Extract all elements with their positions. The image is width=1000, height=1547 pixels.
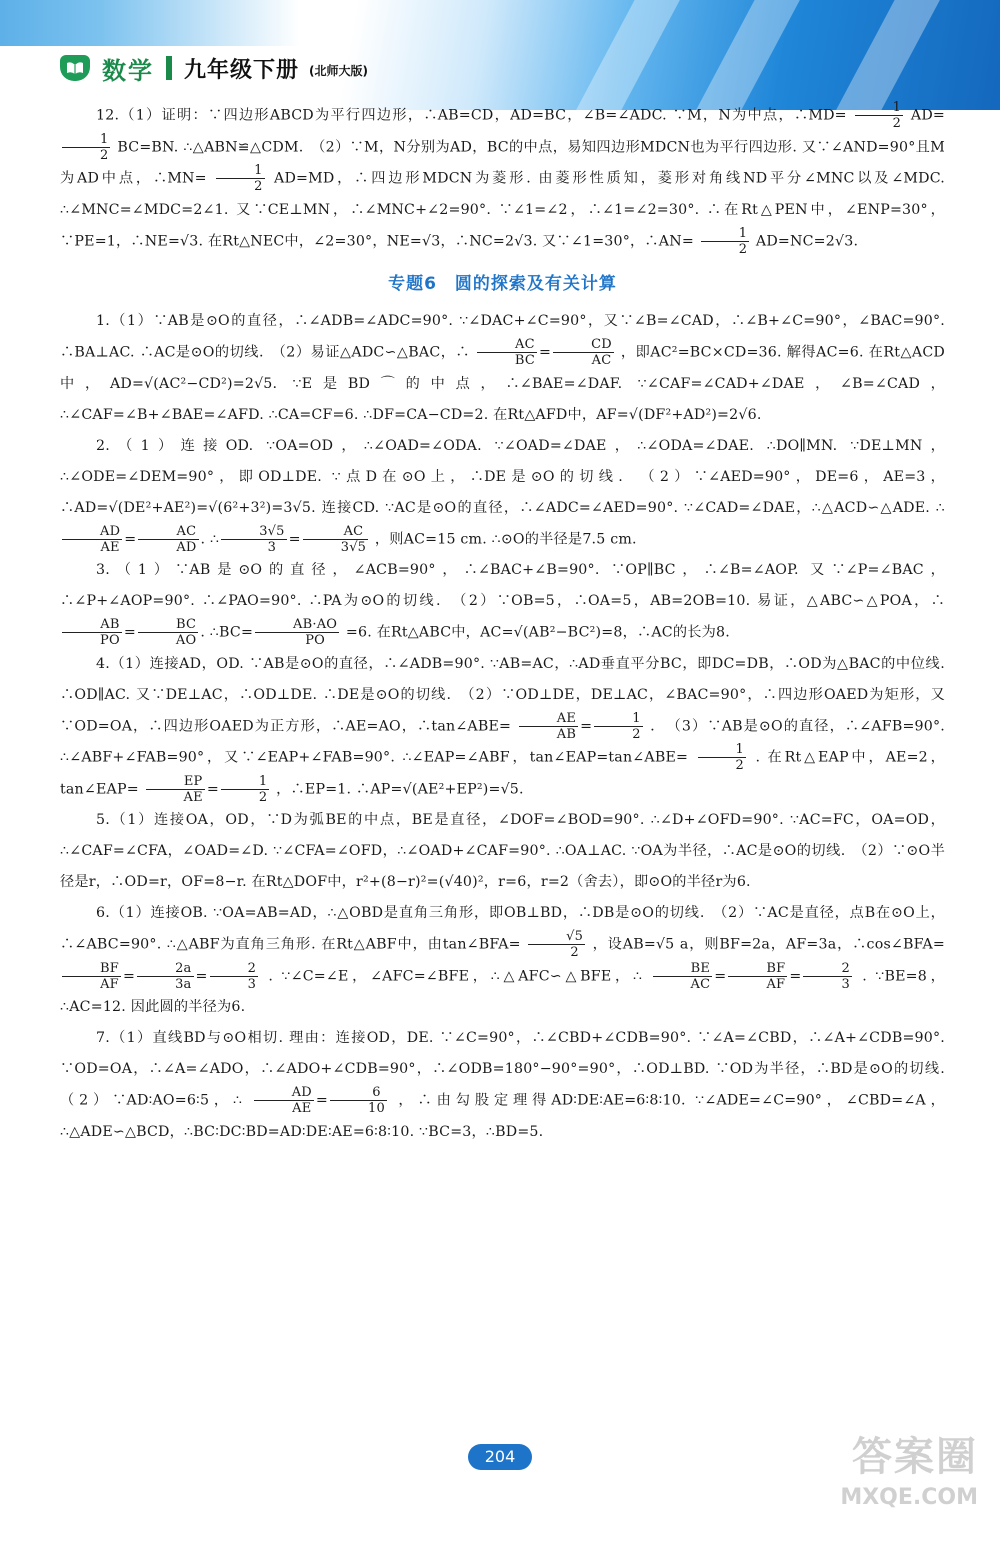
fraction: $\frac{AC}{BC}$ xyxy=(477,337,537,368)
answer-content xyxy=(60,100,960,1148)
fraction: $\frac{1}{2}$ xyxy=(698,742,746,773)
fraction: $\frac{AC}{3√5}$ xyxy=(303,524,368,555)
header-divider xyxy=(166,56,172,80)
book-leaf-icon xyxy=(60,55,90,81)
answer-6: 6.（1）连接OB. ∵OA=AB=AD，∴△OBD是直角三角形，即OB⊥BD，∴DB是⊙O的切线. （2）∵AC是直径，点B在⊙O上，∴∠ABC=90°. ∴△ABF为直角三角形. 在Rt△ABF中，由tan∠BFA= $\frac{√5}{2}$ ，设AB=√5 a，则BF=2a，AF=3a，∴cos∠BFA= $\frac{BF}{AF}$ = $\frac{2a}{3a}$ = $\frac{2}{3}$ . ∵∠C=∠E，∠AFC=∠BFE，∴△AFC∽△BFE，∴ $\frac{BE}{AC}$ = $\frac{BF}{AF}$ = $\frac{2}{3}$ . ∵BE=8，∴AC=12. 因此圆的半径为6. xyxy=(60,905,945,1015)
fraction: $\frac{BF}{AF}$ xyxy=(728,961,787,992)
answer-2: 2.（1）连接OD. ∵OA=OD，∴∠OAD=∠ODA. ∵∠OAD=∠DAE，∴∠ODA=∠DAE. ∴DO∥MN. ∵DE⊥MN，∴∠ODE=∠DEM=90°，即OD⊥DE. ∵点D在⊙O上，∴DE是⊙O的切线. （2）∵∠AED=90°，DE=6，AE=3，∴AD=√(DE²+AE²)=√(6²+3²)=3√5. 连接CD. ∵AC是⊙O的直径，∴∠ADC=∠AED=90°. ∵∠CAD=∠DAE，∴△ACD∽△ADE. ∴ $\frac{AD}{AE}$ = $\frac{AC}{AD}$ . ∴ $\frac{3√5}{3}$ = $\frac{AC}{3√5}$ ，则AC=15 cm. ∴⊙O的半径是7.5 cm. xyxy=(60,437,945,555)
fraction: $\frac{2}{3}$ xyxy=(210,961,258,992)
answer-1: 1.（1）∵AB是⊙O的直径，∴∠ADB=∠ADC=90°. ∵∠DAC+∠C=90°，又∵∠B=∠CAD，∴∠B+∠C=90°，∠BAC=90°. ∴BA⊥AC. ∴AC是⊙O的切线. （2）易证△ADC∽△BAC，∴ $\frac{AC}{BC}$ = $\frac{CD}{AC}$ ，即AC²=BC×CD=36. 解得AC=6. 在Rt△ACD中，AD=√(AC²−CD²)=2√5. ∵E是BD⌒的中点，∴∠BAE=∠DAF. ∵∠CAF=∠CAD+∠DAE，∠B=∠CAD，∴∠CAF=∠B+∠BAE=∠AFD. ∴CA=CF=6. ∴DF=CA−CD=2. 在Rt△AFD中，AF=√(DF²+AD²)=2√6. xyxy=(60,313,945,423)
fraction: $\frac{2}{3}$ xyxy=(803,961,851,992)
fraction: $\frac{1}{2}$ xyxy=(594,711,642,742)
page-header xyxy=(60,50,368,86)
fraction: $\frac{AB\cdot AO}{PO}$ xyxy=(255,617,339,648)
page-number: 204 xyxy=(468,1444,532,1470)
fraction: $\frac{CD}{AC}$ xyxy=(553,337,614,368)
fraction: $\frac{AE}{AB}$ xyxy=(519,711,578,742)
grade-title: 九年级下册 xyxy=(184,57,300,83)
fraction: $\frac{1}{2}$ xyxy=(62,132,110,163)
fraction: $\frac{√5}{2}$ xyxy=(528,929,585,960)
subject-title: 数学 xyxy=(102,56,154,85)
answer-4: 4.（1）连接AD，OD. ∵AB是⊙O的直径，∴∠ADB=90°. ∵AB=AC，∴AD垂直平分BC，即DC=DB，∴OD为△BAC的中位线. ∴OD∥AC. 又∵DE⊥AC，∴OD⊥DE. ∴DE是⊙O的切线. （2）∵OD⊥DE，DE⊥AC，∠BAC=90°，∴四边形OAED为矩形，又∵OD=OA，∴四边形OAED为正方形，∴AE=AO，∴tan∠ABE= $\frac{AE}{AB}$ = $\frac{1}{2}$ ． （3）∵AB是⊙O的直径，∴∠AFB=90°. ∴∠ABF+∠FAB=90°，又∵∠EAP+∠FAB=90°. ∴∠EAP=∠ABF，tan∠EAP=tan∠ABE= $\frac{1}{2}$ . 在Rt△EAP中，AE=2，tan∠EAP= $\frac{EP}{AE}$ = $\frac{1}{2}$ ，∴EP=1. ∴AP=√(AE²+EP²)=√5. xyxy=(60,655,945,805)
answer-12: 12.（1）证明：∵四边形ABCD为平行四边形，∴AB=CD，AD=BC，∠B=∠ADC. ∵M，N为中点，∴MD= $\frac{1}{2}$ AD= $\frac{1}{2}$ BC=BN. ∴△ABN≌△CDM. （2）∵M，N分别为AD，BC的中点，易知四边形MDCN也为平行四边形. 又∵∠AND=90°且M为AD中点，∴MN= $\frac{1}{2}$ AD=MD，∴四边形MDCN为菱形. 由菱形性质知，菱形对角线ND平分∠MNC以及∠MDC. ∴∠MNC=∠MDC=2∠1. 又∵CE⊥MN，∴∠MNC+∠2=90°. ∵∠1=∠2，∴∠1=∠2=30°. ∴在Rt△PEN中，∠ENP=30°，∵PE=1，∴NE=√3. 在Rt△NEC中，∠2=30°，NE=√3，∴NC=2√3. 又∵∠1=30°，∴AN= $\frac{1}{2}$ AD=NC=2√3. xyxy=(60,100,945,257)
fraction: $\frac{BE}{AC}$ xyxy=(653,961,713,992)
section-title: 专题6 圆的探索及有关计算 xyxy=(388,274,617,294)
fraction: $\frac{EP}{AE}$ xyxy=(146,774,205,805)
fraction: $\frac{AD}{AE}$ xyxy=(254,1085,314,1116)
fraction: $\frac{1}{2}$ xyxy=(701,226,749,257)
fraction: $\frac{AC}{AD}$ xyxy=(138,524,198,555)
answer-7: 7.（1）直线BD与⊙O相切. 理由：连接OD，DE. ∵∠C=90°，∴∠CBD+∠CDB=90°. ∵∠A=∠CBD，∴∠A+∠CDB=90°. ∵OD=OA，∴∠A=∠ADO，∴∠ADO+∠CDB=90°，∴∠ODB=180°−90°=90°，∴OD⊥BD. ∵OD为半径，∴BD是⊙O的切线. （2）∵AD∶AO=6∶5，∴ $\frac{AD}{AE}$ = $\frac{6}{10}$ ，∴由勾股定理得AD∶DE∶AE=6∶8∶10. ∵∠ADE=∠C=90°，∠CBD=∠A，∴△ADE∽△BCD，∴BC∶DC∶BD=AD∶DE∶AE=6∶8∶10. ∵BC=3，∴BD=5. xyxy=(60,1030,960,1140)
fraction: $\frac{1}{2}$ xyxy=(855,100,903,131)
fraction: $\frac{1}{2}$ xyxy=(221,774,269,805)
fraction: $\frac{1}{2}$ xyxy=(216,163,264,194)
fraction: $\frac{BC}{AO}$ xyxy=(138,617,198,648)
fraction: $\frac{2a}{3a}$ xyxy=(137,961,193,992)
fraction: $\frac{6}{10}$ xyxy=(330,1085,387,1116)
fraction: $\frac{AB}{PO}$ xyxy=(62,617,122,648)
edition-label: (北师大版) xyxy=(309,63,368,78)
answer-3: 3.（1）∵AB是⊙O的直径，∠ACB=90°，∴∠BAC+∠B=90°. ∵OP∥BC，∴∠B=∠AOP. 又∵∠P=∠BAC，∴∠P+∠AOP=90°. ∴∠PAO=90°. ∴PA为⊙O的切线. （2）∵OB=5，∴OA=5，AB=2OB=10. 易证，△ABC∽△POA，∴ $\frac{AB}{PO}$ = $\frac{BC}{AO}$ . ∴BC= $\frac{AB\cdot AO}{PO}$ =6. 在Rt△ABC中，AC=√(AB²−BC²)=8，∴AC的长为8. xyxy=(60,562,945,648)
fraction: $\frac{AD}{AE}$ xyxy=(62,524,122,555)
watermark: 答案圈 MXQE.COM xyxy=(840,1434,978,1510)
answer-5: 5.（1）连接OA，OD，∵D为弧BE的中点，BE是直径，∠DOF=∠BOD=90°. ∴∠D+∠OFD=90°. ∵AC=FC，OA=OD，∴∠CAF=∠CFA，∠OAD=∠D. ∵∠CFA=∠OFD，∴∠OAD+∠CAF=90°. ∴OA⊥AC. ∵OA为半径，∴AC是⊙O的切线. （2）∵⊙O半径是r，∴OD=r，OF=8−r. 在Rt△DOF中，r²+(8−r)²=(√40)²，r=6，r=2（舍去），即⊙O的半径r为6. xyxy=(60,812,945,890)
banner-topbar xyxy=(0,0,1000,46)
fraction: $\frac{3√5}{3}$ xyxy=(221,524,286,555)
fraction: $\frac{BF}{AF}$ xyxy=(62,961,121,992)
